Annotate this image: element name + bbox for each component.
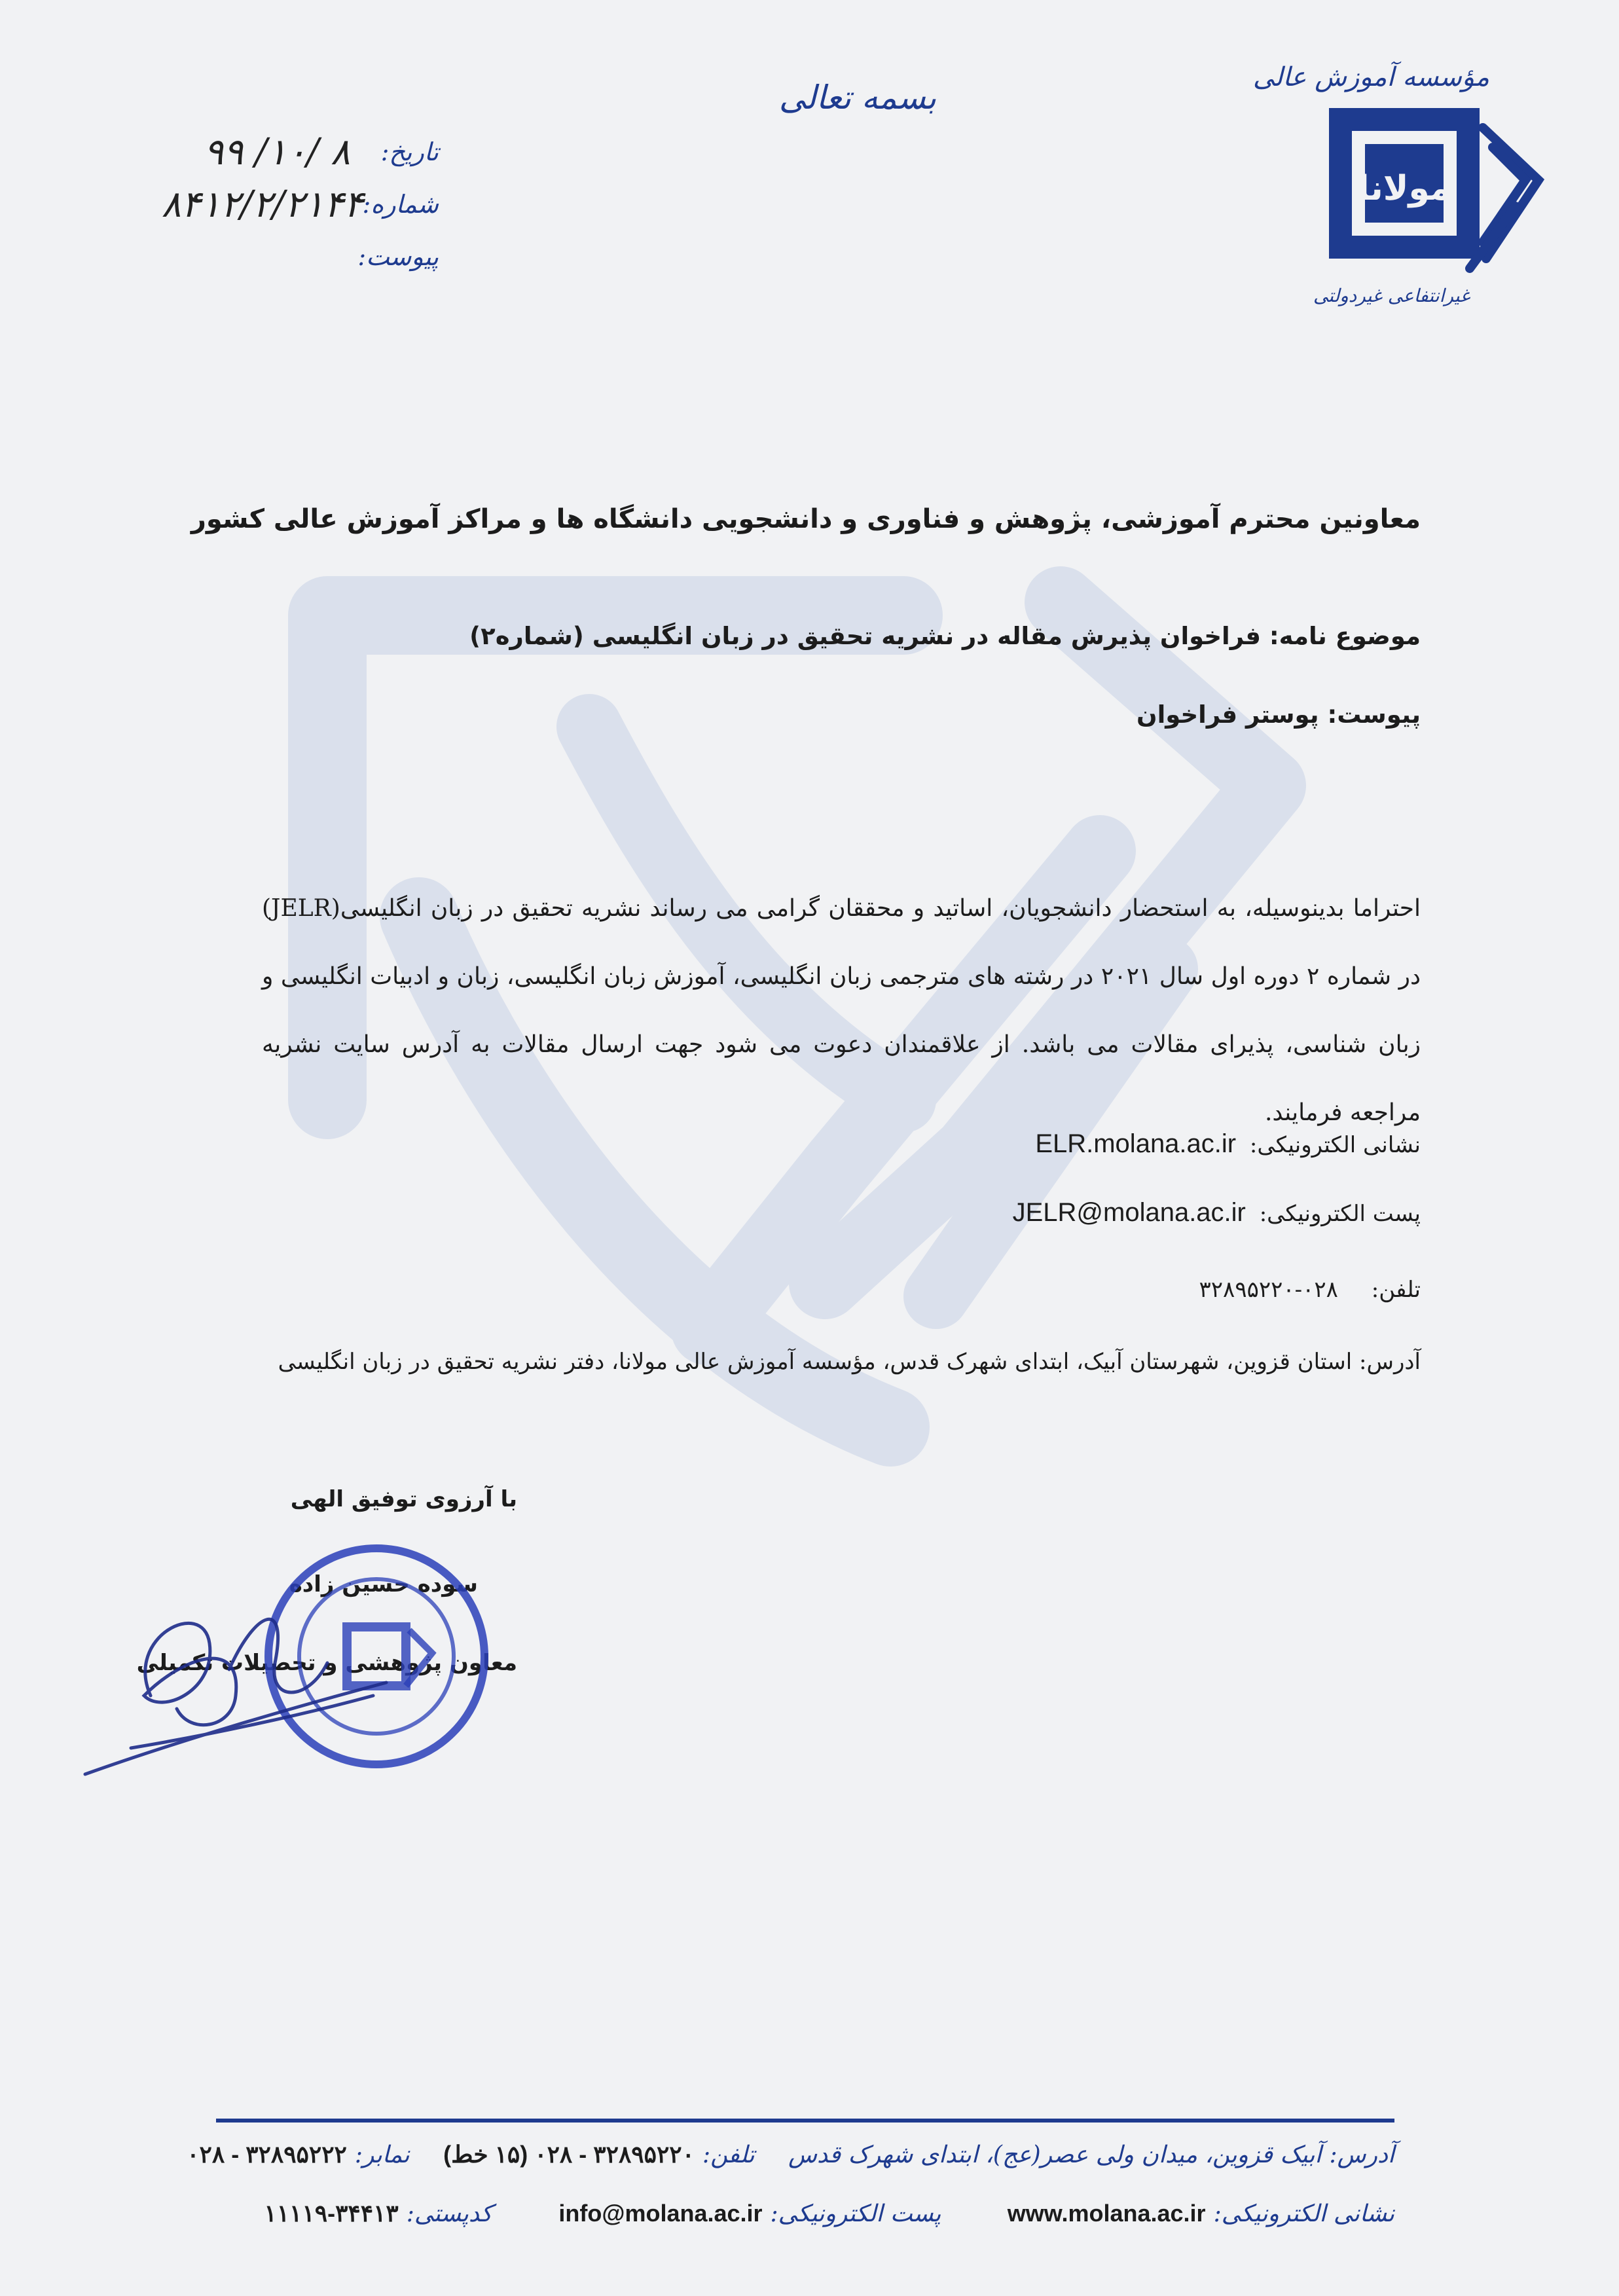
institution-logo [1252,62,1558,337]
contact-phone [1199,1277,1421,1303]
recipient-line: معاونین محترم آموزشی، پژوهش و فناوری و دانشجویی دانشگاه ها و مراکز آموزش عالی کشور [191,504,1421,534]
letter-meta [98,131,439,288]
closing-wish: با آرزوی توفیق الهی [290,1486,517,1512]
basmala: بسمه تعالی [778,79,937,117]
footer-web-label: نشانی الکترونیکی: [1213,2200,1394,2227]
footer-divider [216,2119,1394,2123]
attachment-line: پیوست: پوستر فراخوان [1137,701,1421,729]
footer-address-label: آدرس: [1329,2141,1394,2168]
logo-name: مولانا [1357,169,1451,208]
contact-phone-label: تلفن: [1371,1277,1421,1303]
subject-line: موضوع نامه: فراخوان پذیرش مقاله در نشریه تحقیق در زبان انگلیسی (شماره۲) [469,622,1421,650]
footer-phone: ۳۲۸۹۵۲۲۰ - ۰۲۸ (۱۵ خط) [443,2141,695,2168]
logo-institution-line: مؤسسه آموزش عالی [1252,62,1489,92]
meta-number-label: شماره: [362,190,439,219]
contact-website [1035,1129,1421,1159]
contact-email-link[interactable]: JELR@molana.ac.ir [1012,1198,1246,1227]
signer-title: معاون پژوهشی و تحصیلات تکمیلی [136,1650,517,1676]
contact-phone-value: ۰۲۸-۳۲۸۹۵۲۲۰ [1199,1277,1338,1303]
signer-name: سوده حسین زاده [289,1571,478,1597]
footer-web-link[interactable]: www.molana.ac.ir [1007,2200,1206,2227]
meta-number [98,183,439,236]
meta-date-label: تاریخ: [380,137,439,166]
contact-address: آدرس: استان قزوین، شهرستان آبیک، ابتدای شهرک قدس، مؤسسه آموزش عالی مولانا، دفتر نشریه تحقیق در زبان انگلیسی [278,1349,1421,1375]
molana-logo-icon [1329,108,1552,282]
contact-website-link[interactable]: ELR.molana.ac.ir [1035,1129,1237,1158]
contact-email [1013,1198,1421,1228]
footer-address: آبیک قزوین، میدان ولی عصر(عج)، ابتدای شهرک قدس [788,2141,1322,2168]
contact-email-label: پست الکترونیکی: [1259,1201,1421,1227]
meta-attachment [98,236,439,288]
meta-attachment-label: پیوست: [357,242,439,271]
footer-phone-label: تلفن: [702,2141,755,2168]
body-paragraph: احتراما بدینوسیله، به استحضار دانشجویان، اساتید و محققان گرامی می رساند نشریه تحقیق در زبان انگلیسی(JELR) در شماره ۲ دوره اول سال ۲۰۲۱ در رشته های مترجمی زبان انگلیسی، آموزش زبان انگلیسی، زبان و ادبیات انگلیسی و زبان شناسی، پذیرای مقالات می باشد. از علاقمندان دعوت می شود جهت ارسال مقالات به آدرس سایت نشریه مراجعه فرمایند. [262,895,1421,1126]
logo-tagline: غیرانتفاعی غیردولتی [1313,285,1470,306]
meta-date [98,131,439,183]
footer [187,2141,1394,2272]
footer-email-link[interactable]: info@molana.ac.ir [558,2200,763,2227]
meta-number-value: ۸۴۱۲/۲/۲۱۴۴ [161,183,363,226]
handwritten-signature [72,1558,399,1787]
footer-line-contact [216,2200,1394,2227]
footer-email-label: پست الکترونیکی: [770,2200,941,2227]
meta-date-value: ۹۹ /۱۰/ ۸ [204,131,350,173]
contact-website-label: نشانی الکترونیکی: [1249,1132,1421,1158]
footer-line-address [187,2141,1394,2168]
footer-postal-label: کدپستی: [406,2200,492,2227]
footer-fax-label: نمابر: [354,2141,410,2168]
footer-fax: ۳۲۸۹۵۲۲۲ - ۰۲۸ [187,2141,347,2168]
footer-postal: ۳۴۴۱۳-۱۱۱۱۹ [264,2200,399,2227]
